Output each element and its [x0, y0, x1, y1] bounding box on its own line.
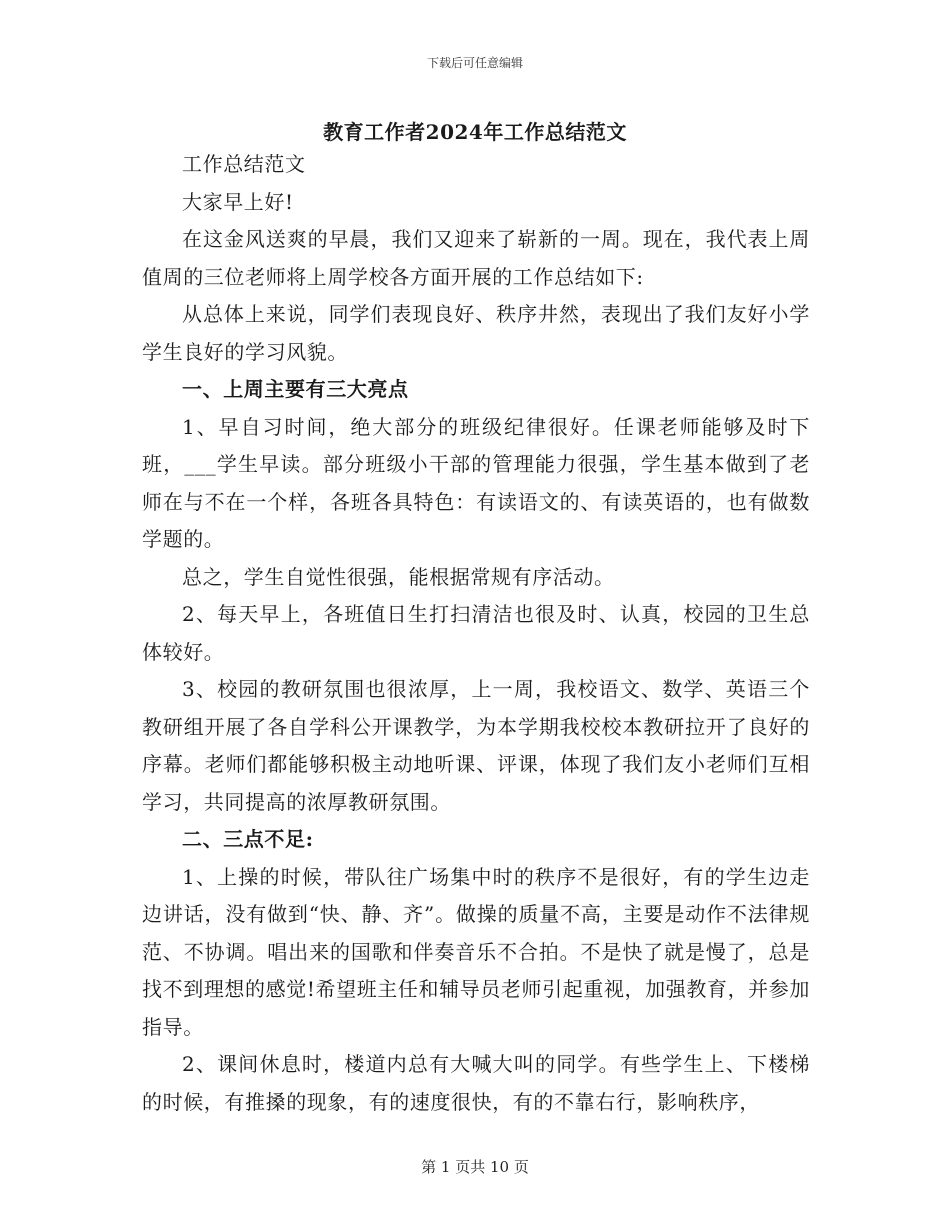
- paragraph-highlight-1: 1、早自习时间，绝大部分的班级纪律很好。任课老师能够及时下班，___学生早读。部分班级小干部的管理能力很强，学生基本做到了老师在与不在一个样，各班各具特色：有读语文的、有读英语的，也有做数学题的。: [142, 414, 810, 551]
- paragraph-highlight-summary: 总之，学生自觉性很强，能根据常规有序活动。: [182, 564, 615, 589]
- paragraph-highlight-2: 2、每天早上，各班值日生打扫清洁也很及时、认真，校园的卫生总体较好。: [142, 602, 810, 664]
- paragraph-intro-label: 工作总结范文: [182, 152, 306, 176]
- page-header: 下载后可任意编辑: [426, 56, 523, 70]
- document-title: 教育工作者2024年工作总结范文: [323, 120, 627, 144]
- paragraph-highlight-3: 3、校园的教研氛围也很浓厚，上一周，我校语文、数学、英语三个教研组开展了各自学科公开课教学，为本学期我校校本教研拉开了良好的序幕。老师们都能够积极主动地听课、评课，体现了我们友小老师们互相学习，共同提高的浓厚教研氛围。: [142, 677, 810, 814]
- paragraph-greeting: 大家早上好!: [182, 189, 294, 214]
- document-body: [142, 146, 810, 1121]
- paragraph-shortcoming-2: 2、课间休息时，楼道内总有大喊大叫的同学。有些学生上、下楼梯的时候，有推搡的现象，有的速度很快，有的不靠右行，影响秩序，: [142, 1052, 810, 1114]
- page-footer: 第 1 页共 10 页: [421, 1158, 529, 1176]
- paragraph-shortcoming-1: 1、上操的时候，带队往广场集中时的秩序不是很好，有的学生边走边讲话，没有做到“快、静、齐”。做操的质量不高，主要是动作不法律规范、不协调。唱出来的国歌和伴奏音乐不合拍。不是快了就是慢了，总是找不到理想的感觉!希望班主任和辅导员老师引起重视，加强教育，并参加指导。: [142, 864, 810, 1039]
- section-heading-shortcomings: 二、三点不足:: [182, 827, 314, 851]
- section-heading-highlights: 一、上周主要有三大亮点: [182, 377, 409, 401]
- paragraph-overview: 从总体上来说，同学们表现良好、秩序井然，表现出了我们友好小学学生良好的学习风貌。: [142, 302, 810, 364]
- paragraph-opening: 在这金风送爽的早晨，我们又迎来了崭新的一周。现在，我代表上周值周的三位老师将上周学校各方面开展的工作总结如下:: [142, 227, 810, 289]
